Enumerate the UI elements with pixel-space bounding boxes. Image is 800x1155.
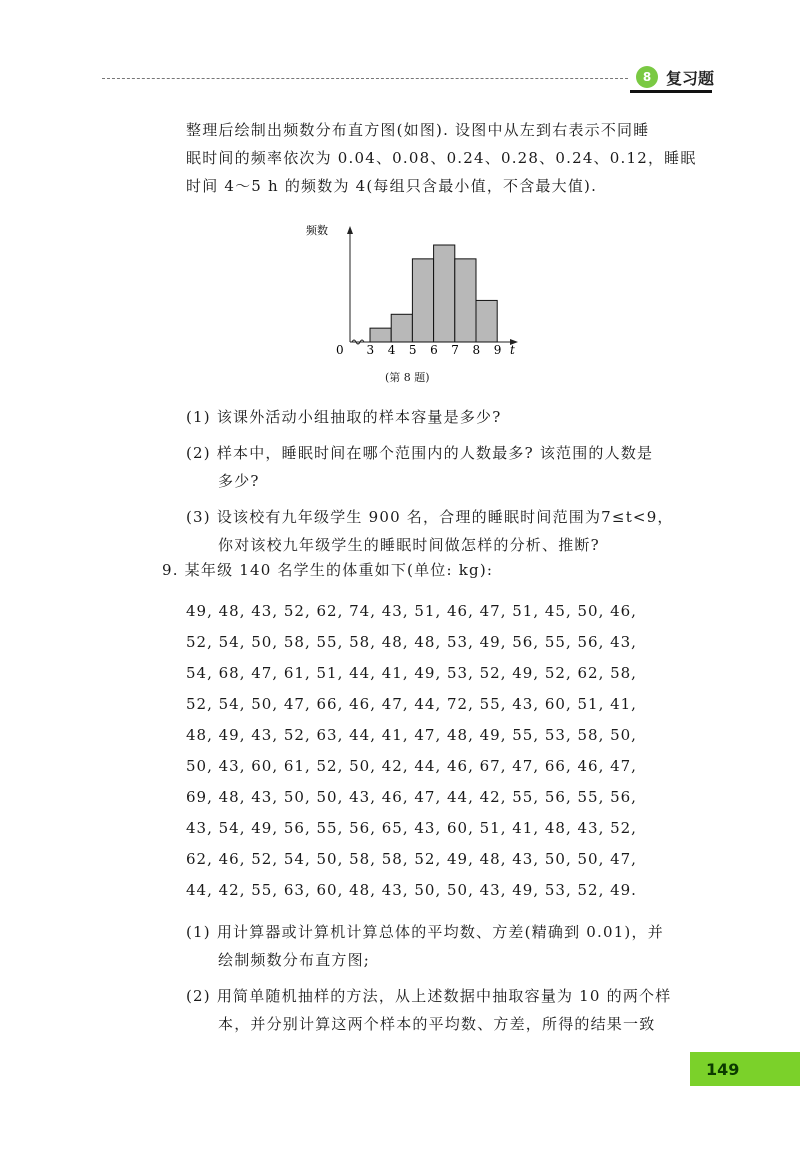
x-tick-label: 8 [472,343,481,357]
text-line: 时间 4～5 h 的频数为 4(每组只含最小值，不含最大值). [186,177,598,195]
q9-subquestions [186,918,671,1038]
x-tick-labels [367,343,502,357]
origin-label: 0 [336,343,344,357]
histogram-bar [412,259,433,342]
x-axis-label: t [510,343,515,357]
x-tick-label: 6 [430,343,438,357]
page-number: 149 [706,1060,740,1079]
data-row: 50, 43, 60, 61, 52, 50, 42, 44, 46, 67, 47, 66, 46, 47, [186,757,637,775]
text-line: 本，并分别计算这两个样本的平均数、方差，所得的结果一致 [218,1015,656,1033]
histogram-bar [370,328,391,342]
data-row: 48, 49, 43, 52, 63, 44, 41, 47, 48, 49, 55, 53, 58, 50, [186,726,637,744]
text-line: 整理后绘制出频数分布直方图(如图). 设图中从左到右表示不同睡 [186,121,650,139]
text-line: (2) 用简单随机抽样的方法，从上述数据中抽取容量为 10 的两个样 [186,987,672,1005]
data-row: 54, 68, 47, 61, 51, 44, 41, 49, 53, 52, 49, 52, 62, 58, [186,664,637,682]
text-line: 眠时间的频率依次为 0.04、0.08、0.24、0.28、0.24、0.12，睡眠 [186,149,697,167]
histogram-bar [391,314,412,342]
histogram-bar [476,300,497,342]
data-row: 49, 48, 43, 52, 62, 74, 43, 51, 46, 47, 51, 45, 50, 46, [186,602,637,620]
x-tick-label: 3 [366,343,375,357]
histogram-bar [434,245,455,342]
q9-title: 9. 某年级 140 名学生的体重如下(单位: kg): [162,561,494,579]
text-line: (3) 设该校有九年级学生 900 名，合理的睡眠时间范围为7≤t<9， [186,508,674,526]
q8-subquestions [186,403,674,559]
header-rule [630,90,712,93]
data-row: 52, 54, 50, 58, 55, 58, 48, 48, 53, 49, 56, 55, 56, 43, [186,633,637,651]
intro-paragraph [186,116,697,200]
x-tick-label: 7 [451,343,459,357]
text-line: 你对该校九年级学生的睡眠时间做怎样的分析、推断? [218,536,600,554]
x-tick-label: 9 [493,343,502,357]
data-row: 69, 48, 43, 50, 50, 43, 46, 47, 44, 42, 55, 56, 55, 56, [186,788,637,806]
y-axis-arrow [347,226,353,234]
section-number-badge: 8 [636,66,658,88]
histogram-figure [300,218,540,368]
data-row: 44, 42, 55, 63, 60, 48, 43, 50, 50, 43, 49, 53, 52, 49. [186,881,637,899]
data-row: 43, 54, 49, 56, 55, 56, 65, 43, 60, 51, 41, 48, 43, 52, [186,819,637,837]
histogram-bars [370,245,497,342]
section-title: 复习题 [666,69,715,88]
text-line: (1) 用计算器或计算机计算总体的平均数、方差(精确到 0.01)，并 [186,923,664,941]
data-row: 62, 46, 52, 54, 50, 58, 58, 52, 49, 48, 43, 50, 50, 47, [186,850,637,868]
text-line: 绘制频数分布直方图; [218,951,371,969]
histogram-bar [455,259,476,342]
header-dashed-rule [102,78,628,79]
text-line: (2) 样本中，睡眠时间在哪个范围内的人数最多? 该范围的人数是 [186,444,654,462]
data-row: 52, 54, 50, 47, 66, 46, 47, 44, 72, 55, 43, 60, 51, 41, [186,695,637,713]
text-line: (1) 该课外活动小组抽取的样本容量是多少? [186,408,502,426]
page-number-tab [690,1052,800,1086]
y-axis-label: 频数 [306,224,328,237]
text-line: 多少? [218,472,260,490]
figure-caption: (第 8 题) [385,371,430,384]
x-tick-label: 4 [387,343,396,357]
x-tick-label: 5 [408,343,417,357]
